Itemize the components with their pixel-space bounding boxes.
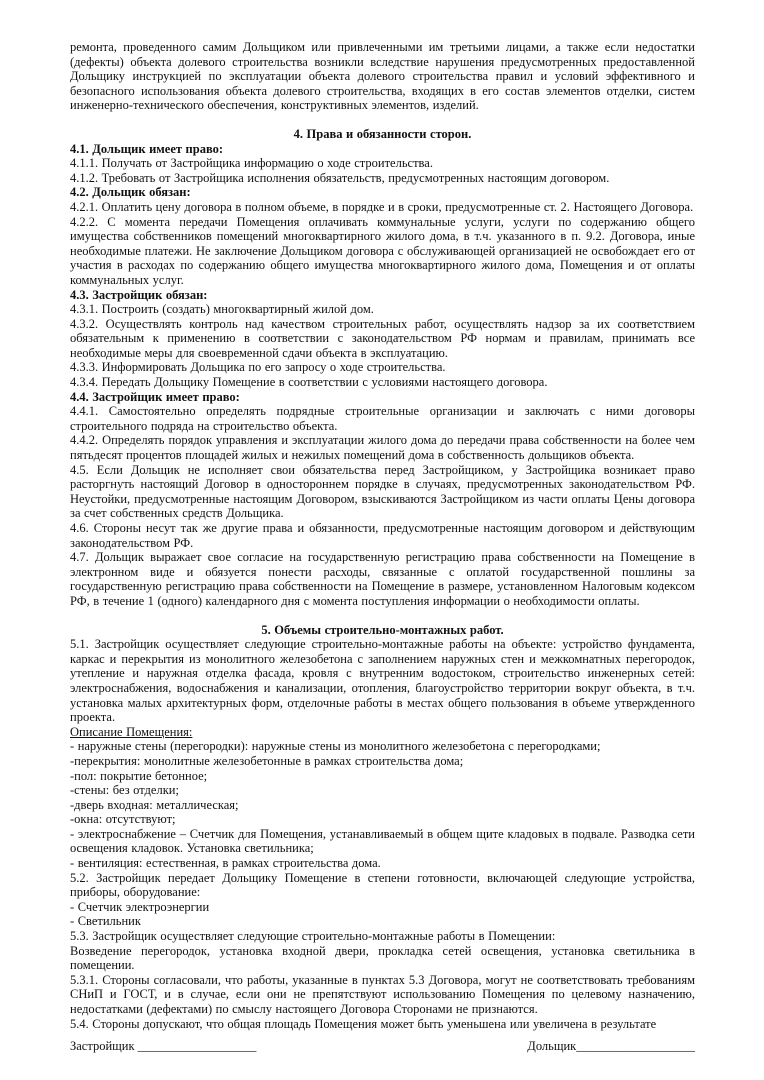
paragraph: -пол: покрытие бетонное;: [70, 768, 208, 783]
paragraph: -окна: отсутствуют;: [70, 812, 176, 827]
paragraph: 5.1. Застройщик осуществляет следующие строительно-монтажные работы на объекте: устройство фундамента, каркас и перекрытия из монолитного железобетона с заполнением наружных стен и межкомнатных перегородок, утепление и наружная отделка фасада, кровля с внутренним водостоком, строительство инженерных сетей: электроснабжения, водоснабжения и канализации, отопления, благоустройство территории вокруг объекта, в т.ч. установка малых архитектурных форм, отделочные работы в местах общего пользования в объеме утвержденного проекта.: [70, 637, 695, 725]
paragraph: 4.1.1. Получать от Застройщика информацию о ходе строительства.: [70, 156, 433, 171]
paragraph: 5.4. Стороны допускают, что общая площадь Помещения может быть уменьшена или увеличена в результате: [70, 1016, 657, 1031]
paragraph: 4.7. Дольщик выражает свое согласие на государственную регистрацию права собственности на Помещение в электронном виде и обязуется понести расходы, связанные с оплатой государственной пошлины за государственную регистрацию права собственности на Помещение в размере, установленном Налоговым кодексом РФ, в течение 1 (одного) календарного дня с момента поступления информации о необходимости оплаты.: [70, 550, 695, 608]
paragraph: 4.3.2. Осуществлять контроль над качеством строительных работ, осуществлять надзор за их соответствием обязательным к применению в соответствии с законодательством РФ нормам и правилам, принимать все необходимые меры для своевременной сдачи объекта в эксплуатацию.: [70, 316, 695, 360]
paragraph: 4.3.1. Построить (создать) многоквартирный жилой дом.: [70, 302, 374, 317]
paragraph: 5.3. Застройщик осуществляет следующие строительно-монтажные работы в Помещении:: [70, 929, 556, 944]
paragraph: - Счетчик электроэнергии: [70, 899, 210, 914]
signature-line-builder: Застройщик ___________________: [70, 1039, 257, 1054]
paragraph: 4.5. Если Дольщик не исполняет свои обязательства перед Застройщиком, у Застройщика возникает право расторгнуть настоящий Договор в одностороннем порядке в случаях, предусмотренных законодательством РФ. Неустойки, предусмотренные настоящим Договором, взыскиваются Застройщиком из части оплаты Цены договора за счет собственных средств Дольщика.: [70, 462, 695, 521]
section-heading: 4. Права и обязанности сторон.: [293, 126, 472, 141]
paragraph: -перекрытия: монолитные железобетонные в рамках строительства дома;: [70, 753, 464, 768]
signature-line-shareholder: Дольщик___________________: [527, 1039, 695, 1054]
paragraph: 4.1.2. Требовать от Застройщика исполнения обязательств, предусмотренных настоящим договором.: [70, 170, 610, 185]
paragraph: 4.3.3. Информировать Дольщика по его запросу о ходе строительства.: [70, 360, 446, 375]
paragraph: 4.3.4. Передать Дольщику Помещение в соответствии с условиями настоящего договора.: [70, 375, 548, 390]
paragraph: Возведение перегородок, установка входной двери, прокладка сетей освещения, установка светильника в помещении.: [70, 943, 695, 973]
clause-heading: 4.3. Застройщик обязан:: [70, 287, 208, 302]
paragraph: ремонта, проведенного самим Дольщиком или привлеченными им третьими лицами, а также если недостатки (дефекты) объекта долевого строительства возникли вследствие нарушения предусмотренных предоставленной Дольщику инструкцией по эксплуатации объекта долевого строительства правил и условий эффективного и безопасного использования объекта долевого строительства, входящих в его состав элементов отделки, систем инженерно-технического обеспечения, конструктивных элементов, изделий.: [70, 40, 695, 113]
paragraph: - электроснабжение – Счетчик для Помещения, устанавливаемый в общем щите кладовых в подвале. Разводка сети освещения кладовок. Установка светильника;: [70, 826, 695, 856]
paragraph: 5.2. Застройщик передает Дольщику Помещение в степени готовности, включающей следующие устройства, приборы, оборудование:: [70, 870, 695, 900]
clause-heading: 4.2. Дольщик обязан:: [70, 185, 191, 200]
paragraph: 4.6. Стороны несут так же другие права и обязанности, предусмотренные настоящим договором и действующим законодательством РФ.: [70, 521, 695, 550]
paragraph: -стены: без отделки;: [70, 783, 179, 798]
paragraph: 4.2.2. С момента передачи Помещения оплачивать коммунальные услуги, услуги по содержанию общего имущества собственников помещений многоквартирного жилого дома, в т.ч. указанного в п. 9.2. Договора, иные необходимые платежи. Не заключение Дольщиком договора с обслуживающей организацией не освобождает его от участия в расходах по содержанию общего имущества многоквартирного жилого дома, Помещения и от оплаты коммунальных услуг.: [70, 214, 695, 287]
paragraph: - вентиляция: естественная, в рамках строительства дома.: [70, 856, 381, 871]
document-body: [70, 40, 695, 1031]
paragraph: 4.4.1. Самостоятельно определять подрядные строительные организации и заключать с ними договоры строительного подряда на строительство объекта.: [70, 404, 695, 433]
clause-heading: 4.1. Дольщик имеет право:: [70, 141, 224, 156]
paragraph: -дверь входная: металлическая;: [70, 797, 239, 812]
paragraph: - Светильник: [70, 914, 141, 929]
section-heading: 5. Объемы строительно-монтажных работ.: [261, 622, 504, 637]
paragraph: 4.2.1. Оплатить цену договора в полном объеме, в порядке и в сроки, предусмотренные ст. 2. Настоящего Договора.: [70, 199, 694, 214]
paragraph: 5.3.1. Стороны согласовали, что работы, указанные в пунктах 5.3 Договора, могут не соответствовать требованиям СНиП и ГОСТ, и в случае, если они не препятствуют использованию Помещения по целевому назначению, недостатками (дефектами) по смыслу настоящего Договора Сторонами не признаются.: [70, 972, 695, 1016]
underlined-heading: Описание Помещения:: [70, 724, 193, 739]
signature-footer: [70, 1039, 695, 1054]
paragraph: - наружные стены (перегородки): наружные стены из монолитного железобетона с перегородками;: [70, 739, 601, 754]
paragraph: 4.4.2. Определять порядок управления и эксплуатации жилого дома до передачи права собственности на более чем пятьдесят процентов площадей жилых и нежилых помещений дома в собственность дольщиков объекта.: [70, 433, 695, 463]
clause-heading: 4.4. Застройщик имеет право:: [70, 389, 240, 404]
